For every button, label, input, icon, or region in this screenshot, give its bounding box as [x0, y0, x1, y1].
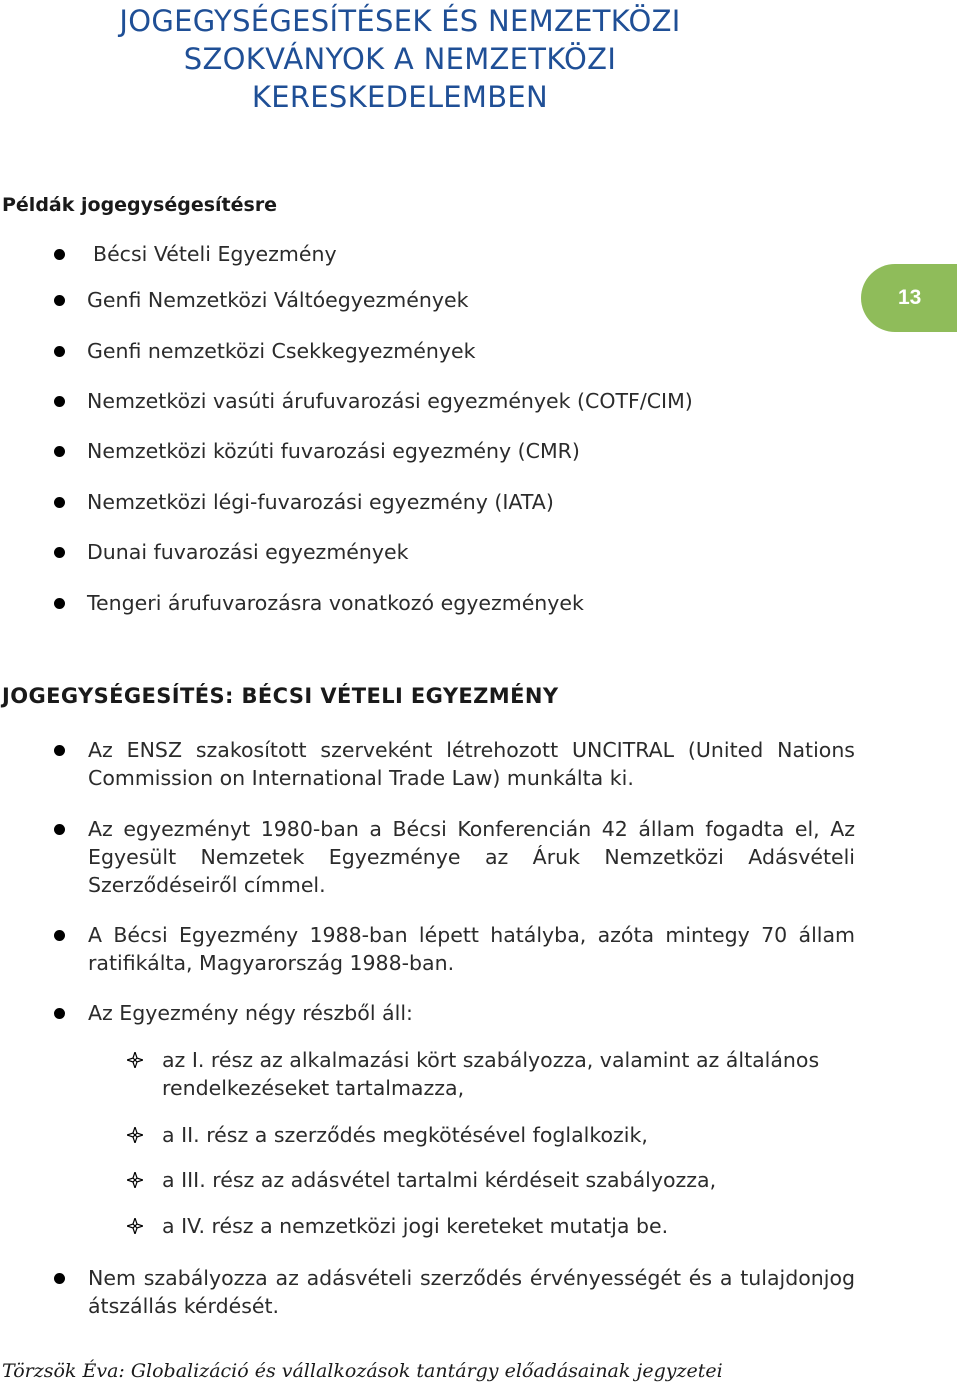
vienna-convention-heading: JOGEGYSÉGESÍTÉS: BÉCSI VÉTELI EGYEZMÉNY: [2, 684, 559, 708]
page-number: 13: [898, 286, 922, 309]
list-item-text: Nem szabályozza az adásvételi szerződés érvényességét és a tulajdonjog átszállás kérdését.: [88, 1266, 855, 1318]
list-item-text: Dunai fuvarozási egyezmények: [87, 540, 409, 564]
bullet-icon: [54, 598, 65, 609]
list-item-text: Nemzetközi vasúti árufuvarozási egyezmények (COTF/CIM): [87, 389, 693, 413]
bullet-icon: [54, 446, 65, 457]
diamond-bullet-icon: [127, 1127, 143, 1143]
bullet-icon: [54, 930, 65, 941]
list-item-text: Az egyezményt 1980-ban a Bécsi Konferencián 42 állam fogadta el, Az Egyesült Nemzetek Egyezménye az Áruk Nemzetközi Adásvételi Szerződéseiről címmel.: [88, 817, 855, 897]
list-item-text: A Bécsi Egyezmény 1988-ban lépett hatályba, azóta mintegy 70 állam ratifikálta, Magyarország 1988-ban.: [88, 923, 855, 975]
diamond-bullet-icon: [127, 1052, 143, 1068]
list-item-text: a II. rész a szerződés megkötésével foglalkozik,: [162, 1123, 648, 1147]
bullet-icon: [54, 396, 65, 407]
list-item-text: Genfi Nemzetközi Váltóegyezmények: [87, 288, 469, 312]
list-item-text: Bécsi Vételi Egyezmény: [93, 242, 337, 266]
page-footer: Törzsök Éva: Globalizáció és vállalkozások tantárgy előadásainak jegyzetei: [2, 1360, 723, 1382]
bullet-icon: [54, 295, 65, 306]
page-number-badge: [861, 264, 957, 332]
bullet-icon: [54, 547, 65, 558]
bullet-icon: [54, 346, 65, 357]
list-item-text: a III. rész az adásvétel tartalmi kérdéseit szabályozza,: [162, 1168, 717, 1192]
title-line-1: JOGEGYSÉGESÍTÉSEK ÉS NEMZETKÖZI: [119, 4, 681, 38]
list-item-text: a IV. rész a nemzetközi jogi kereteket mutatja be.: [162, 1214, 669, 1238]
title-line-3: KERESKEDELEMBEN: [251, 80, 549, 114]
bullet-icon: [54, 824, 65, 835]
bullet-icon: [54, 745, 65, 756]
list-item-text: Az ENSZ szakosított szerveként létrehozott UNCITRAL (United Nations Commission on International Trade Law) munkálta ki.: [88, 738, 855, 790]
list-item-text: Nemzetközi légi-fuvarozási egyezmény (IATA): [87, 490, 554, 514]
list-item-text: az I. rész az alkalmazási kört szabályozza, valamint az általános rendelkezéseket tartalmazza,: [162, 1048, 820, 1100]
title-line-2: SZOKVÁNYOK A NEMZETKÖZI: [183, 42, 617, 76]
diamond-bullet-icon: [127, 1172, 143, 1188]
bullet-icon: [54, 249, 65, 260]
bullet-icon: [54, 1273, 65, 1284]
list-item-text: Tengeri árufuvarozásra vonatkozó egyezmények: [87, 591, 584, 615]
diamond-bullet-icon: [127, 1218, 143, 1234]
list-item-text: Az Egyezmény négy részből áll:: [88, 1001, 413, 1025]
examples-heading: Példák jogegységesítésre: [2, 194, 278, 216]
bullet-icon: [54, 1008, 65, 1019]
document-title: [0, 2, 800, 116]
list-item-text: Genfi nemzetközi Csekkegyezmények: [87, 339, 476, 363]
list-item-text: Nemzetközi közúti fuvarozási egyezmény (CMR): [87, 439, 580, 463]
bullet-icon: [54, 497, 65, 508]
